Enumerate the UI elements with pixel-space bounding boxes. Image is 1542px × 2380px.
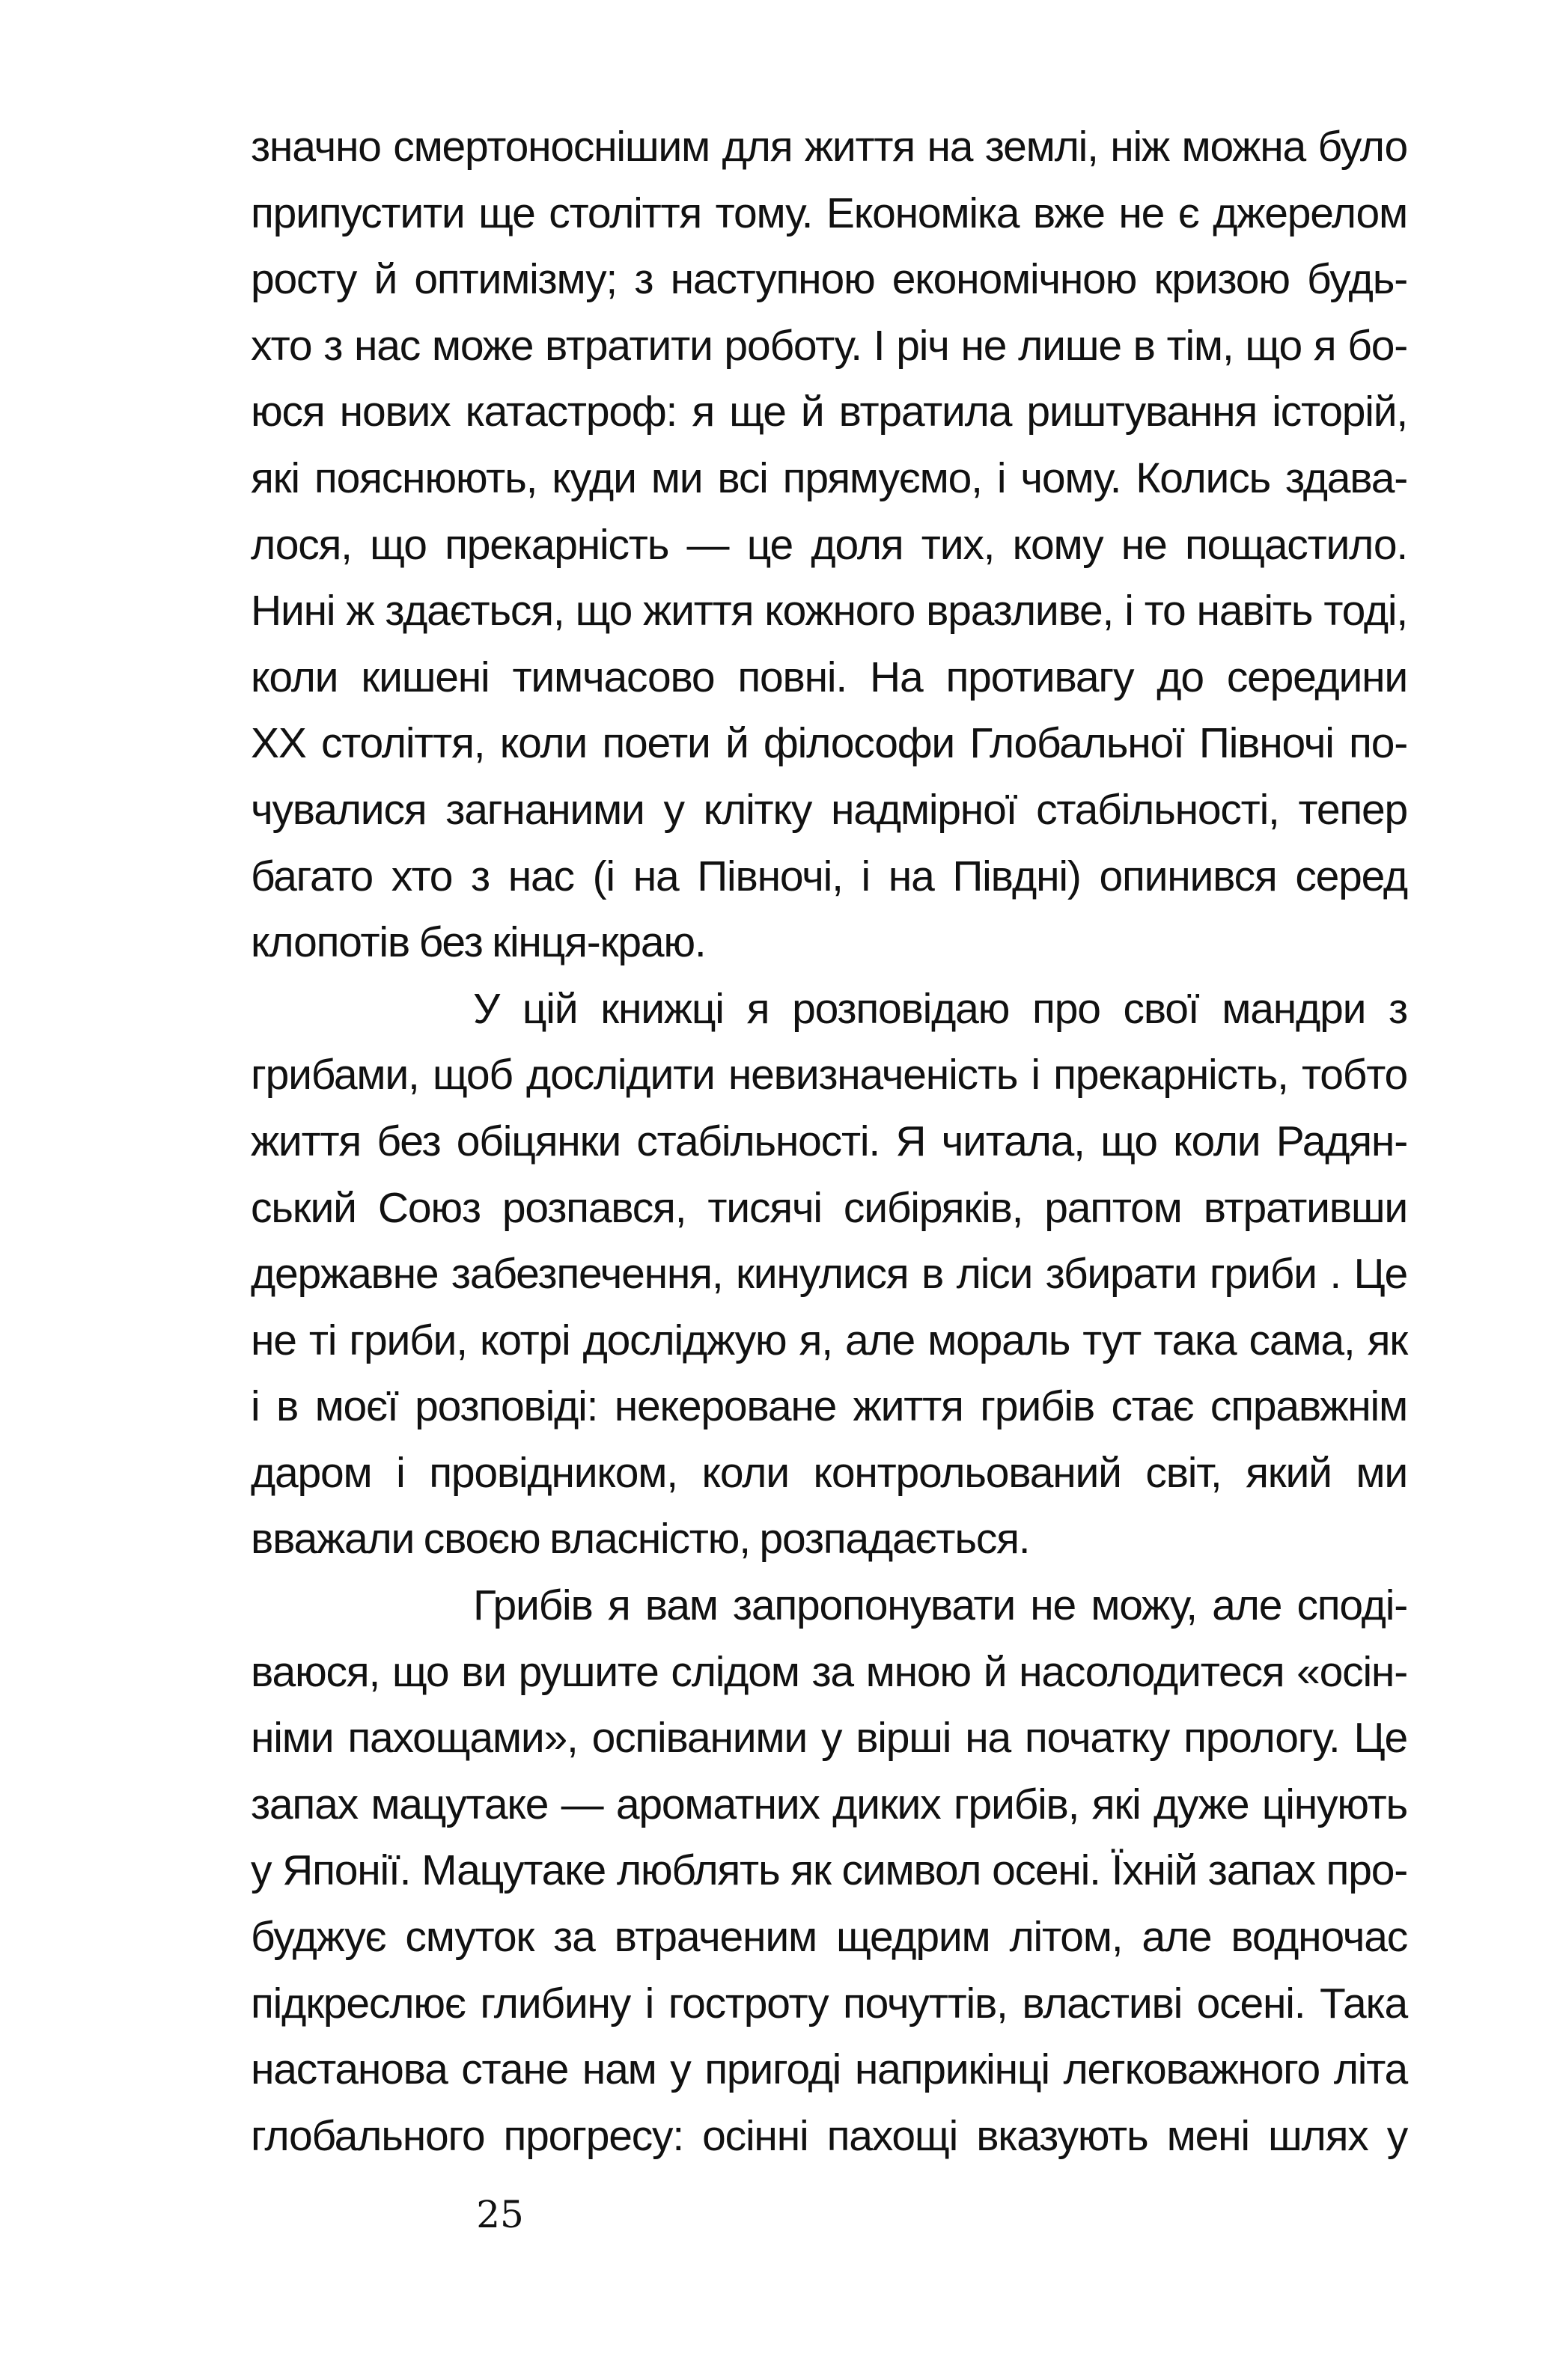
page-number <box>0 2193 1542 2236</box>
text-line: Грибів я вам запропонувати не можу, але сподi- <box>473 1581 1407 1630</box>
page-number-label: 25 <box>476 2193 524 2236</box>
text-line: які пояснюють, куди ми всі прямуємо, і чому. Колись здава- <box>251 454 1407 502</box>
text-line: значно смертоноснішим для життя на землі, ніж можна було <box>251 123 1407 171</box>
text-line: У цій книжці я розповідаю про свої мандри з <box>473 984 1407 1033</box>
paragraph <box>251 114 1407 976</box>
text-line: росту й оптимізму; з наступною економічною кризою будь- <box>251 255 1407 304</box>
text-line: життя без обіцянки стабільності. Я читала, що коли Радян- <box>251 1117 1407 1165</box>
text-line: лося, що прекарність — це доля тих, кому не пощастило. <box>251 520 1407 569</box>
text-line: настанова стане нам у пригоді наприкінці легковажного літа <box>251 2045 1407 2094</box>
text-line: не ті гриби, котрі досліджую я, але мораль тут така сама, як <box>251 1316 1407 1364</box>
body-text <box>251 114 1407 2169</box>
text-line: клопотів без кінця-краю. <box>251 918 706 967</box>
text-line: даром і провідником, коли контрольований світ, який ми <box>251 1448 1407 1497</box>
paragraph <box>251 1572 1407 2169</box>
text-line: хто з нас може втратити роботу. І річ не лише в тім, що я бо- <box>251 321 1407 370</box>
text-line: вважали своєю власністю, розпадається. <box>251 1515 1030 1563</box>
text-line: ський Союз розпався, тисячі сибіряків, раптом втративши <box>251 1183 1407 1232</box>
text-line: запах мацутаке — ароматних диких грибів, які дуже цінують <box>251 1780 1407 1828</box>
text-line: державне забезпечення, кинулися в ліси збирати гриби . Це <box>251 1250 1407 1299</box>
text-line: ваюся, що ви рушите слідом за мною й насолодитеся «осін- <box>251 1647 1407 1696</box>
text-line: глобального прогресу: осінні пахощі вказують мені шлях у <box>251 2111 1407 2160</box>
text-line: у Японії. Мацутаке люблять як символ осені. Їхній запах про- <box>251 1846 1407 1895</box>
text-line: XX століття, коли поети й філософи Глобальної Півночі по- <box>251 719 1407 768</box>
text-line: і в моєї розповіді: некероване життя грибів стає справжнім <box>251 1382 1407 1431</box>
paragraph <box>251 976 1407 1572</box>
text-line: багато хто з нас (і на Півночі, і на Півдні) опинився серед <box>251 852 1407 900</box>
text-line: німи пахощами», оспіваними у вірші на початку прологу. Це <box>251 1714 1407 1763</box>
text-line: коли кишені тимчасово повні. На противагу до середини <box>251 653 1407 701</box>
text-line: грибами, щоб дослідити невизначеність і прекарність, тобто <box>251 1051 1407 1099</box>
text-line: Нині ж здається, що життя кожного вразливе, і то навіть тоді, <box>251 587 1407 635</box>
text-line: чувалися загнаними у клітку надмірної стабільності, тепер <box>251 785 1407 834</box>
text-line: припустити ще століття тому. Економіка вже не є джерелом <box>251 189 1407 237</box>
text-line: підкреслює глибину і гостроту почуттів, властиві осені. Така <box>251 1979 1407 2027</box>
text-line: юся нових катастроф: я ще й втратила риштування історій, <box>251 388 1407 436</box>
text-line: буджує смуток за втраченим щедрим літом, але водночас <box>251 1913 1407 1962</box>
